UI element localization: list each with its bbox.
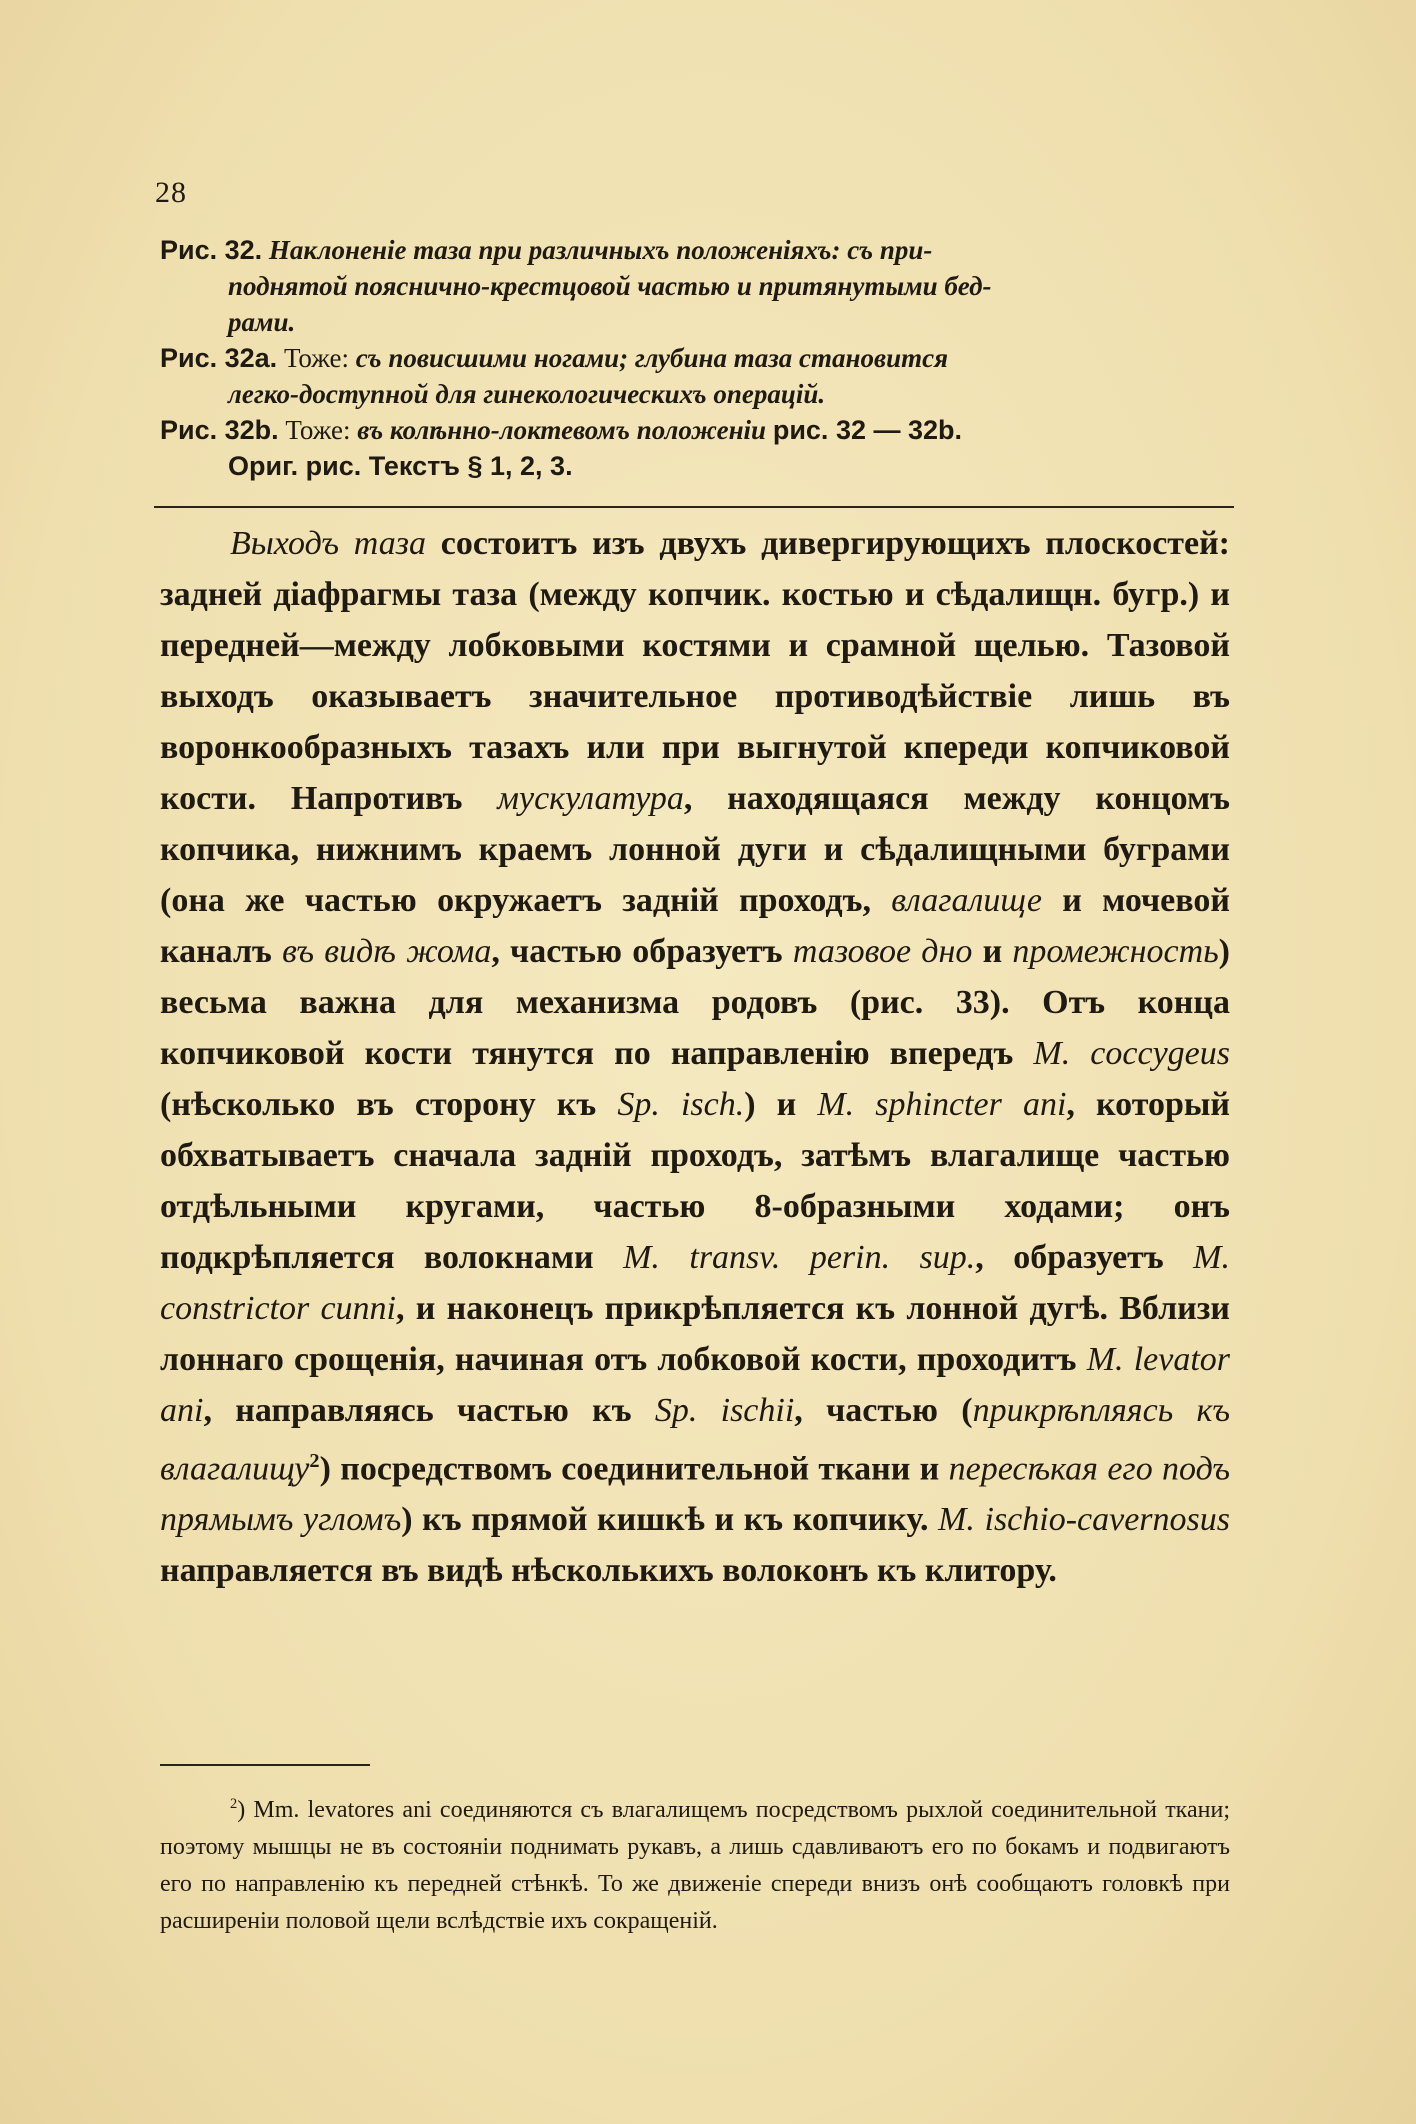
- caption-fig-32: [160, 232, 1230, 340]
- footnote-body: ) Mm. levatores ani соединяются съ влагалищемъ посредствомъ рыхлой соединительной ткани; поэтому мышцы не въ состояніи поднимать рукавъ, а лишь сдавливаютъ его по бокамъ и подвигаютъ его по направленію къ передней стѣнкѣ. То же движеніе спереди внизъ онѣ сообщаютъ головкѣ при расширеніи половой щели вслѣдствіе ихъ сокращеній.: [160, 1797, 1230, 1934]
- caption-text: рами.: [228, 307, 296, 337]
- emphasis: M. sphincter ani: [817, 1086, 1067, 1123]
- footnote-mark: 2: [230, 1796, 238, 1812]
- caption-text: Наклоненіе таза при различныхъ положеніяхъ: съ при-: [268, 235, 933, 265]
- text-run: состоитъ изъ двухъ дивергирующихъ плоскостей: задней діафрагмы таза (между копчик. костью и сѣдалищн. бугр.) и передней—между лобковыми костями и срамной щелью. Тазовой выходъ оказываетъ значительное противодѣйствіе лишь въ воронкообразныхъ тазахъ или при выгнутой кпереди копчиковой кости. Напротивъ: [160, 525, 1230, 817]
- text-run: , частью (: [794, 1392, 973, 1429]
- text-run: , частью образуетъ: [491, 933, 793, 970]
- caption-label: Рис. 32.: [160, 235, 263, 265]
- emphasis: прикрѣпляясь къ влагалищу: [160, 1392, 1230, 1488]
- text-run: , и наконецъ прикрѣпляется къ лонной дугѣ. Вблизи лоннаго срощенія, начиная отъ лобковой кости, проходитъ: [160, 1290, 1230, 1378]
- emphasis: мускулатура: [497, 780, 684, 817]
- text-run: и мочевой каналъ: [160, 882, 1230, 970]
- emphasis: M. constrictor cunni: [160, 1239, 1230, 1327]
- emphasis: M. ischio-cavernosus: [938, 1501, 1231, 1539]
- emphasis: Sp. isch.: [617, 1086, 745, 1123]
- page-number: 28: [155, 176, 187, 209]
- text-run: (нѣсколько въ сторону къ: [160, 1086, 618, 1123]
- caption-text: легко-доступной для гинекологическихъ операцій.: [228, 379, 826, 409]
- footnote-ref: 2: [309, 1450, 320, 1472]
- text-run: ) весьма важна для механизма родовъ (рис. 33). Отъ конца копчиковой кости тянутся по направленію впередъ: [160, 933, 1230, 1072]
- text-run: ) посредствомъ соединительной ткани и: [319, 1450, 949, 1488]
- text-run: и: [972, 933, 1013, 970]
- text-run: направляется въ видѣ нѣсколькихъ волоконъ къ клитору.: [160, 1552, 1057, 1590]
- caption-fig-32b: [160, 412, 1230, 484]
- caption-text: поднятой пояснично-крестцовой частью и притянутыми бед-: [228, 271, 992, 301]
- section-divider: [154, 506, 1234, 508]
- main-paragraph: [160, 518, 1230, 1596]
- emphasis: M. levator ani: [160, 1341, 1230, 1429]
- emphasis: влагалище: [891, 882, 1042, 919]
- caption-source: Ориг. рис. Текстъ § 1, 2, 3.: [228, 451, 573, 481]
- paragraph: [160, 518, 1230, 1596]
- emphasis: M. coccygeus: [1033, 1035, 1230, 1072]
- emphasis: M. transv. perin. sup.: [623, 1239, 976, 1276]
- figure-captions: [160, 232, 1230, 484]
- caption-fig-32a: [160, 340, 1230, 412]
- footnote-text: [160, 1786, 1230, 1940]
- caption-text: съ повисшими ногами; глубина таза становится: [355, 343, 948, 373]
- emphasis: тазовое дно: [792, 933, 973, 970]
- text-run: ) къ прямой кишкѣ и къ копчику.: [401, 1501, 939, 1539]
- text-run: , находящаяся между концомъ копчика, нижнимъ краемъ лонной дуги и сѣдалищными буграми (она же частью окружаетъ задній проходъ,: [160, 780, 1230, 919]
- emphasis: въ видѣ жома: [282, 933, 492, 970]
- text-run: , который обхватываетъ сначала задній проходъ, затѣмъ влагалище частью отдѣльными кругами, частью 8-образными ходами; онъ подкрѣпляется волокнами: [160, 1086, 1230, 1276]
- text-run: ) и: [744, 1086, 818, 1123]
- footnote: [160, 1786, 1230, 1940]
- emphasis: промежность: [1012, 933, 1219, 970]
- emphasis: Выходъ таза: [230, 525, 426, 562]
- caption-prefix: Тоже:: [285, 415, 351, 445]
- caption-label: Рис. 32b.: [160, 415, 279, 445]
- caption-prefix: Тоже:: [283, 343, 350, 373]
- emphasis: Sp. ischii: [654, 1392, 795, 1429]
- caption-suffix: рис. 32 — 32b.: [772, 415, 962, 445]
- caption-text: въ колѣнно-локтевомъ положеніи: [357, 415, 767, 445]
- text-run: , образуетъ: [975, 1239, 1194, 1276]
- emphasis: пересѣкая его подъ прямымъ угломъ: [160, 1450, 1230, 1539]
- caption-label: Рис. 32а.: [160, 343, 278, 373]
- text-run: , направляясь частью къ: [203, 1392, 655, 1429]
- footnote-divider: [160, 1764, 370, 1766]
